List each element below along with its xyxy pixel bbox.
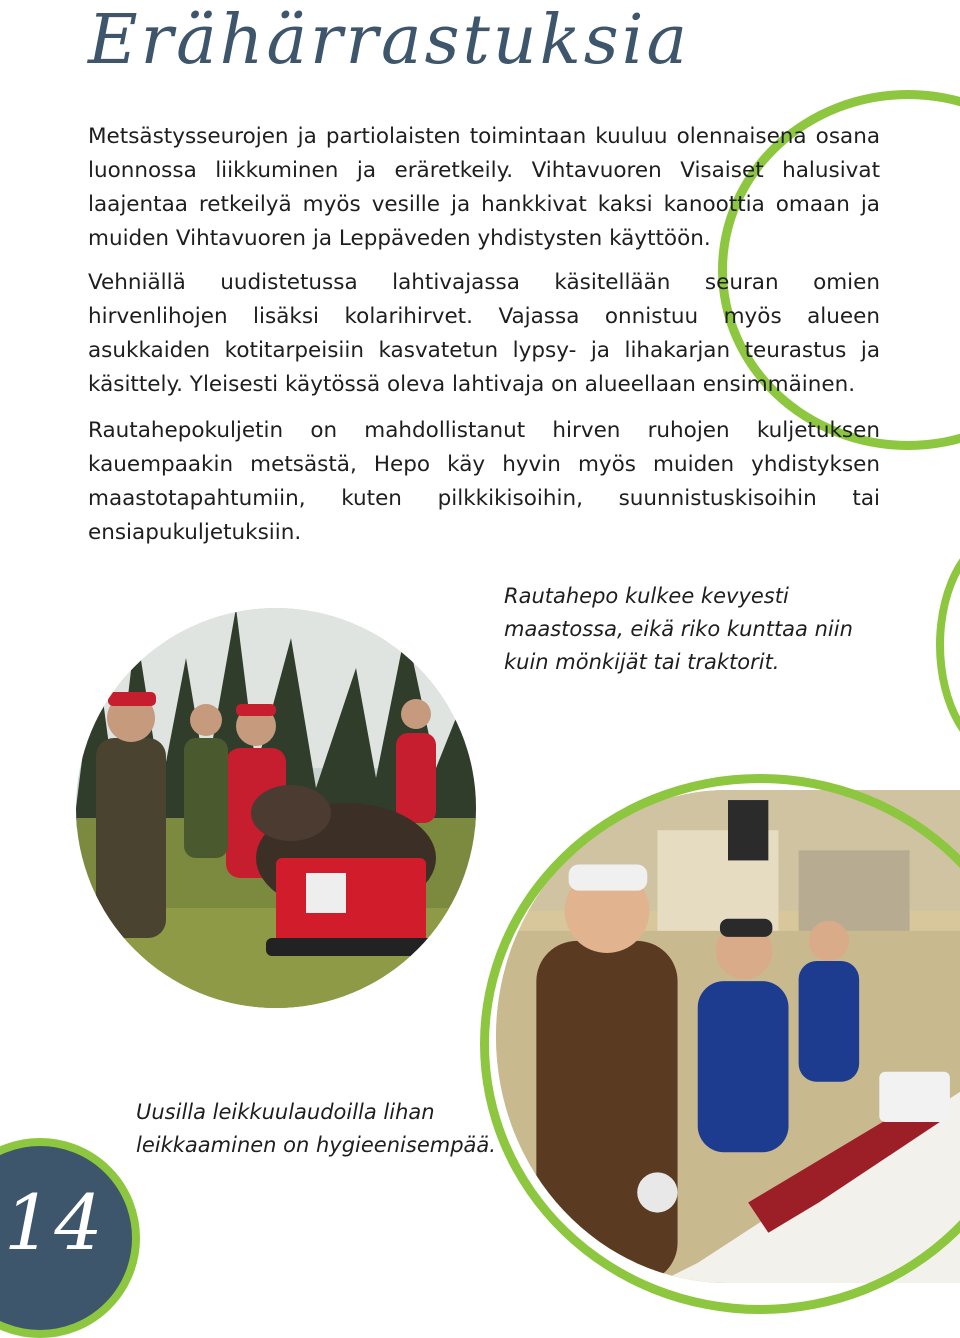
photo-caption-cutting: Uusilla leikkuulaudoilla lihan leikkaaminen on hygieenisempää. (136, 1100, 496, 1157)
photo-caption-hunting: Rautahepo kulkee kevyesti maastossa, eikä riko kunttaa niin kuin mönkijät tai traktorit. (504, 584, 853, 674)
body-paragraph-1: Metsästysseurojen ja partiolaisten toimintaan kuuluu olennaisena osana luonnossa liikkuminen ja eräretkeily. Vihtavuoren Visaiset halusivat laajentaa retkeilyä myös vesille ja hankkivat kaksi kanoottia omaan ja muiden Vihtavuoren ja Leppäveden yhdistysten käyttöön. (88, 124, 880, 251)
photo-hunters-with-moose (66, 598, 486, 1018)
decorative-ring-right (936, 530, 960, 760)
body-paragraph-3: Rautahepokuljetin on mahdollistanut hirven ruhojen kuljetuksen kauempaakin metsästä, Hepo käy hyvin myös muiden yhdistyksen maastotapahtumiin, kuten pilkkikisoihin, suunnistuskisoihin tai ensiapukuljetuksiin. (88, 418, 880, 545)
photo-meat-cutting (496, 790, 960, 1283)
page-title: Erähärrastuksia (88, 1, 690, 80)
page-number: 14 (4, 1178, 105, 1267)
body-paragraph-2: Vehniällä uudistetussa lahtivajassa käsitellään seuran omien hirvenlihojen lisäksi kolarihirvet. Vajassa onnistuu myös alueen asukkaiden kotitarpeisiin kasvatetun lypsy- ja lihakarjan teurastus ja käsittely. Yleisesti käytössä oleva lahtivaja on alueellaan ensimmäinen. (88, 270, 880, 397)
